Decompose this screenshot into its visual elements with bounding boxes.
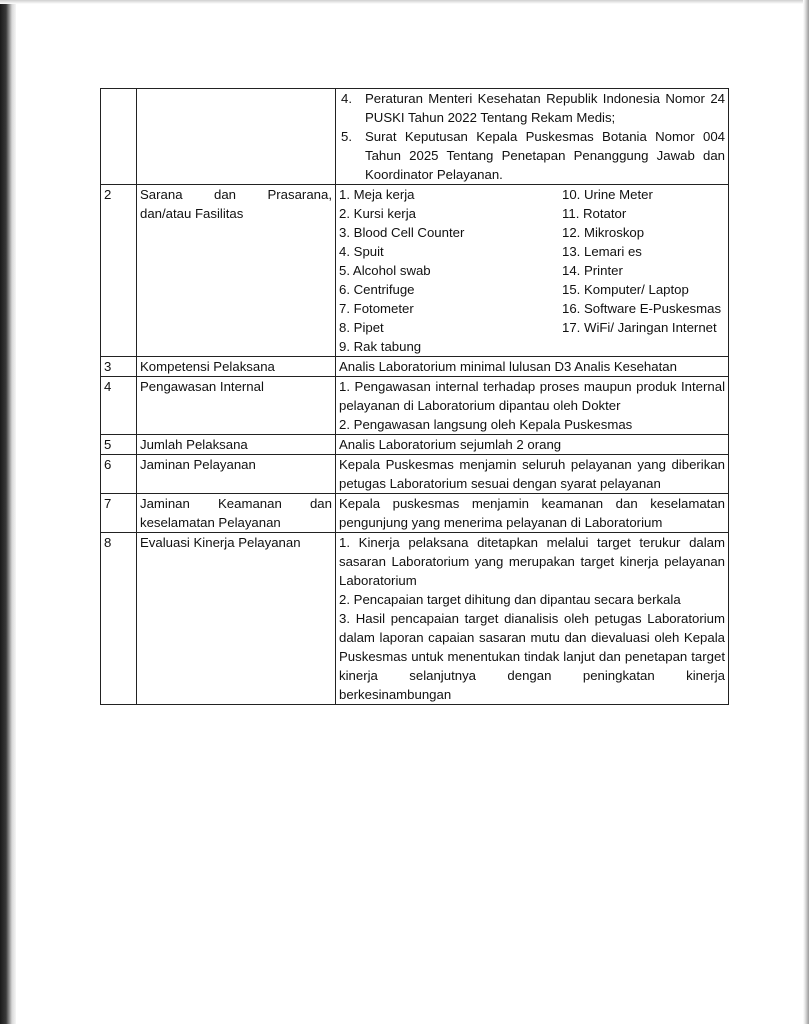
komponen-cell: Pengawasan Internal [137, 377, 336, 435]
row-number: 4 [101, 377, 137, 435]
komponen-word: dan [309, 496, 332, 511]
komponen-cell: Kompetensi Pelaksana [137, 357, 336, 377]
list-number: 5. [341, 129, 352, 144]
uraian-cell [336, 185, 729, 357]
list-item: 16. Software E-Puskesmas [562, 301, 722, 316]
list-item: 1. Kinerja pelaksana ditetapkan melalui target terukur dalam sasaran Laboratorium yang merupakan target kinerja pelayanan Laboratorium [339, 535, 725, 588]
komponen-cell [137, 185, 336, 357]
row-number [101, 89, 137, 185]
row-number: 2 [101, 185, 137, 357]
list-item: 15. Komputer/ Laptop [562, 282, 689, 297]
row-number: 3 [101, 357, 137, 377]
list-item: 3. Hasil pencapaian target dianalisis oleh petugas Laboratorium dalam laporan capaian sasaran mutu dan dievaluasi oleh Kepala Puskesmas untuk menentukan tindak lanjut dan penetapan target kinerja selanjutnya dengan peningkatan kinerja berkesinambungan [339, 611, 725, 702]
list-item: 17. WiFi/ Jaringan Internet [562, 320, 717, 335]
uraian-cell [336, 377, 729, 435]
table-row [101, 455, 729, 494]
uraian-cell: Analis Laboratorium sejumlah 2 orang [336, 435, 729, 455]
list-item: 1. Meja kerja [339, 187, 415, 202]
list-item: 6. Centrifuge [339, 282, 415, 297]
row-number: 5 [101, 435, 137, 455]
uraian-cell: Analis Laboratorium minimal lulusan D3 Analis Kesehatan [336, 357, 729, 377]
list-item: 2. Pengawasan langsung oleh Kepala Puskesmas [339, 417, 633, 432]
komponen-word: Prasarana, [267, 187, 332, 202]
row-number: 7 [101, 494, 137, 533]
list-item [339, 89, 725, 127]
komponen-cell: Evaluasi Kinerja Pelayanan [137, 533, 336, 705]
list-item: 5. Alcohol swab [339, 263, 431, 278]
komponen-cell: Jaminan Pelayanan [137, 455, 336, 494]
komponen-text: keselamatan Pelayanan [140, 515, 281, 530]
komponen-word: Keamanan [218, 496, 282, 511]
uraian-cell: Kepala puskesmas menjamin keamanan dan keselamatan pengunjung yang menerima pelayanan di Laboratorium [336, 494, 729, 533]
table-row [101, 494, 729, 533]
uraian-cell [336, 89, 729, 185]
list-item: 7. Fotometer [339, 301, 414, 316]
facility-list-left [339, 185, 532, 356]
list-item: 14. Printer [562, 263, 623, 278]
komponen-word: dan [214, 187, 237, 202]
table-row [101, 435, 729, 455]
list-item: 1. Pengawasan internal terhadap proses maupun produk Internal pelayanan di Laboratorium dipantau oleh Dokter [339, 379, 725, 413]
list-item: 11. Rotator [562, 206, 627, 221]
table-row [101, 377, 729, 435]
list-item: 9. Rak tabung [339, 339, 422, 354]
uraian-cell: Kepala Puskesmas menjamin seluruh pelayanan yang diberikan petugas Laboratorium sesuai dengan syarat pelayanan [336, 455, 729, 494]
facility-list-right [532, 185, 725, 356]
table-row [101, 185, 729, 357]
list-item: 3. Blood Cell Counter [339, 225, 465, 240]
uraian-cell [336, 533, 729, 705]
list-item [339, 127, 725, 184]
scan-right-shadow [803, 0, 809, 1024]
scan-left-shadow [0, 0, 16, 1024]
table-row [101, 89, 729, 185]
row-number: 6 [101, 455, 137, 494]
scan-top-shadow [0, 0, 809, 4]
list-item: 2. Pencapaian target dihitung dan dipantau secara berkala [339, 592, 681, 607]
list-item: 2. Kursi kerja [339, 206, 416, 221]
komponen-cell [137, 89, 336, 185]
row-number: 8 [101, 533, 137, 705]
komponen-word: Jaminan [140, 496, 190, 511]
komponen-word: Sarana [140, 187, 183, 202]
standar-pelayanan-table [100, 88, 729, 705]
list-item: 13. Lemari es [562, 244, 642, 259]
list-item: 4. Spuit [339, 244, 384, 259]
list-item: 8. Pipet [339, 320, 384, 335]
komponen-text: dan/atau Fasilitas [140, 206, 244, 221]
list-number: 4. [341, 91, 352, 106]
list-item: 12. Mikroskop [562, 225, 645, 240]
list-text: Surat Keputusan Kepala Puskesmas Botania Nomor 004 Tahun 2025 Tentang Penetapan Penanggung Jawab dan Koordinator Pelayanan. [365, 129, 725, 182]
table-row [101, 533, 729, 705]
komponen-cell [137, 494, 336, 533]
table-row [101, 357, 729, 377]
list-item: 10. Urine Meter [562, 187, 653, 202]
list-text: Peraturan Menteri Kesehatan Republik Indonesia Nomor 24 PUSKI Tahun 2022 Tentang Rekam Medis; [365, 91, 725, 125]
komponen-cell: Jumlah Pelaksana [137, 435, 336, 455]
